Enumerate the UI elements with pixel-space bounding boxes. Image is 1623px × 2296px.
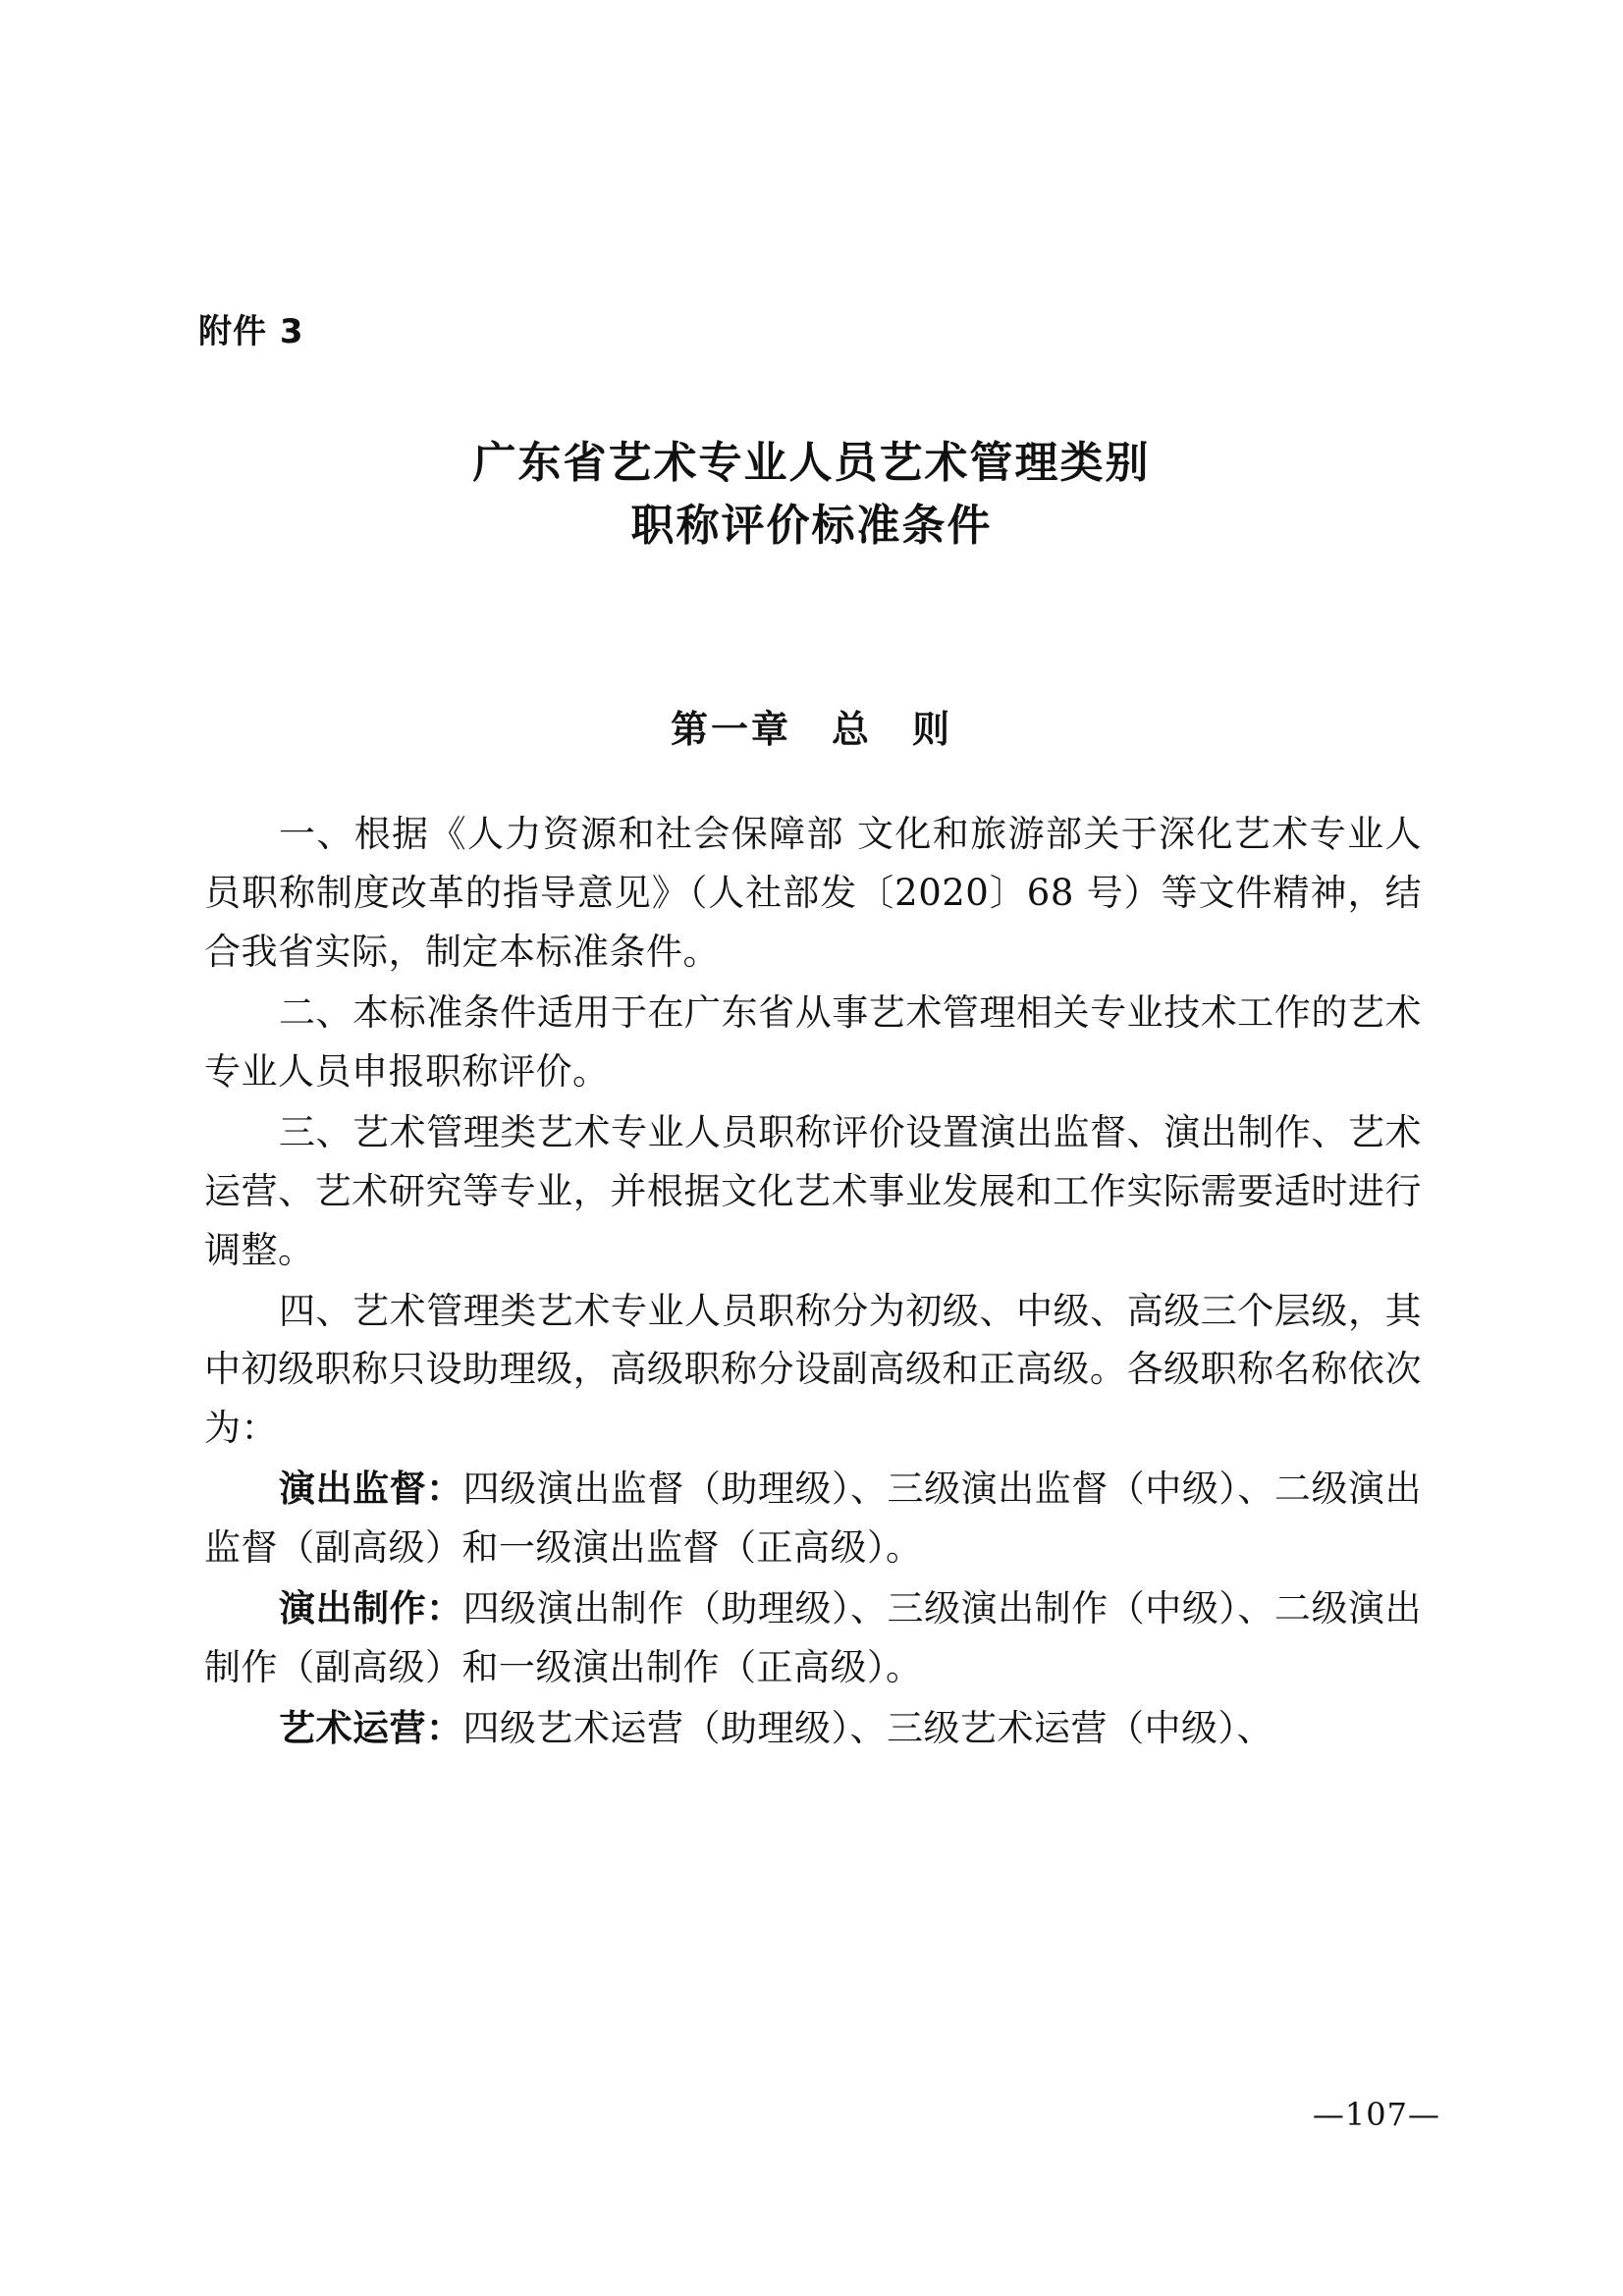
attachment-label: 附件 3 xyxy=(198,312,304,351)
paragraph-1: 一、根据《人力资源和社会保障部 文化和旅游部关于深化艺术专业人员职称制度改革的指导意见》（人社部发〔2020〕68 号）等文件精神，结合我省实际，制定本标准条件。 xyxy=(204,813,1422,973)
series-item-3 xyxy=(204,1699,1422,1758)
series-item-2 xyxy=(204,1579,1422,1697)
series-item-1-text: 四级演出监督（助理级）、三级演出监督（中级）、二级演出监督（副高级）和一级演出监督（正高级）。 xyxy=(204,1468,1423,1570)
paragraph-4: 四、艺术管理类艺术专业人员职称分为初级、中级、高级三个层级，其中初级职称只设助理级，高级职称分设副高级和正高级。各级职称名称依次为： xyxy=(204,1289,1422,1450)
page-number: —107— xyxy=(1312,2096,1440,2133)
series-item-2-text: 四级演出制作（助理级）、三级演出制作（中级）、二级演出制作（副高级）和一级演出制作（正高级）。 xyxy=(204,1587,1423,1689)
series-item-1-label: 演出监督： xyxy=(279,1467,463,1511)
paragraph-3: 三、艺术管理类艺术专业人员职称评价设置演出监督、演出制作、艺术运营、艺术研究等专业，并根据文化艺术事业发展和工作实际需要适时进行调整。 xyxy=(204,1110,1422,1271)
document-body xyxy=(204,805,1422,1760)
series-item-3-text: 四级艺术运营（助理级）、三级艺术运营（中级）、 xyxy=(462,1707,1273,1750)
page-title xyxy=(0,432,1623,558)
page-title-line-2: 职称评价标准条件 xyxy=(630,500,993,551)
page-title-line-1: 广东省艺术专业人员艺术管理类别 xyxy=(472,438,1151,488)
series-item-3-label: 艺术运营： xyxy=(279,1706,463,1750)
series-item-1 xyxy=(204,1460,1422,1577)
chapter-heading: 第一章 总 则 xyxy=(670,707,952,751)
series-item-2-label: 演出制作： xyxy=(279,1586,463,1630)
paragraph-2: 二、本标准条件适用于在广东省从事艺术管理相关专业技术工作的艺术专业人员申报职称评价。 xyxy=(204,990,1422,1093)
